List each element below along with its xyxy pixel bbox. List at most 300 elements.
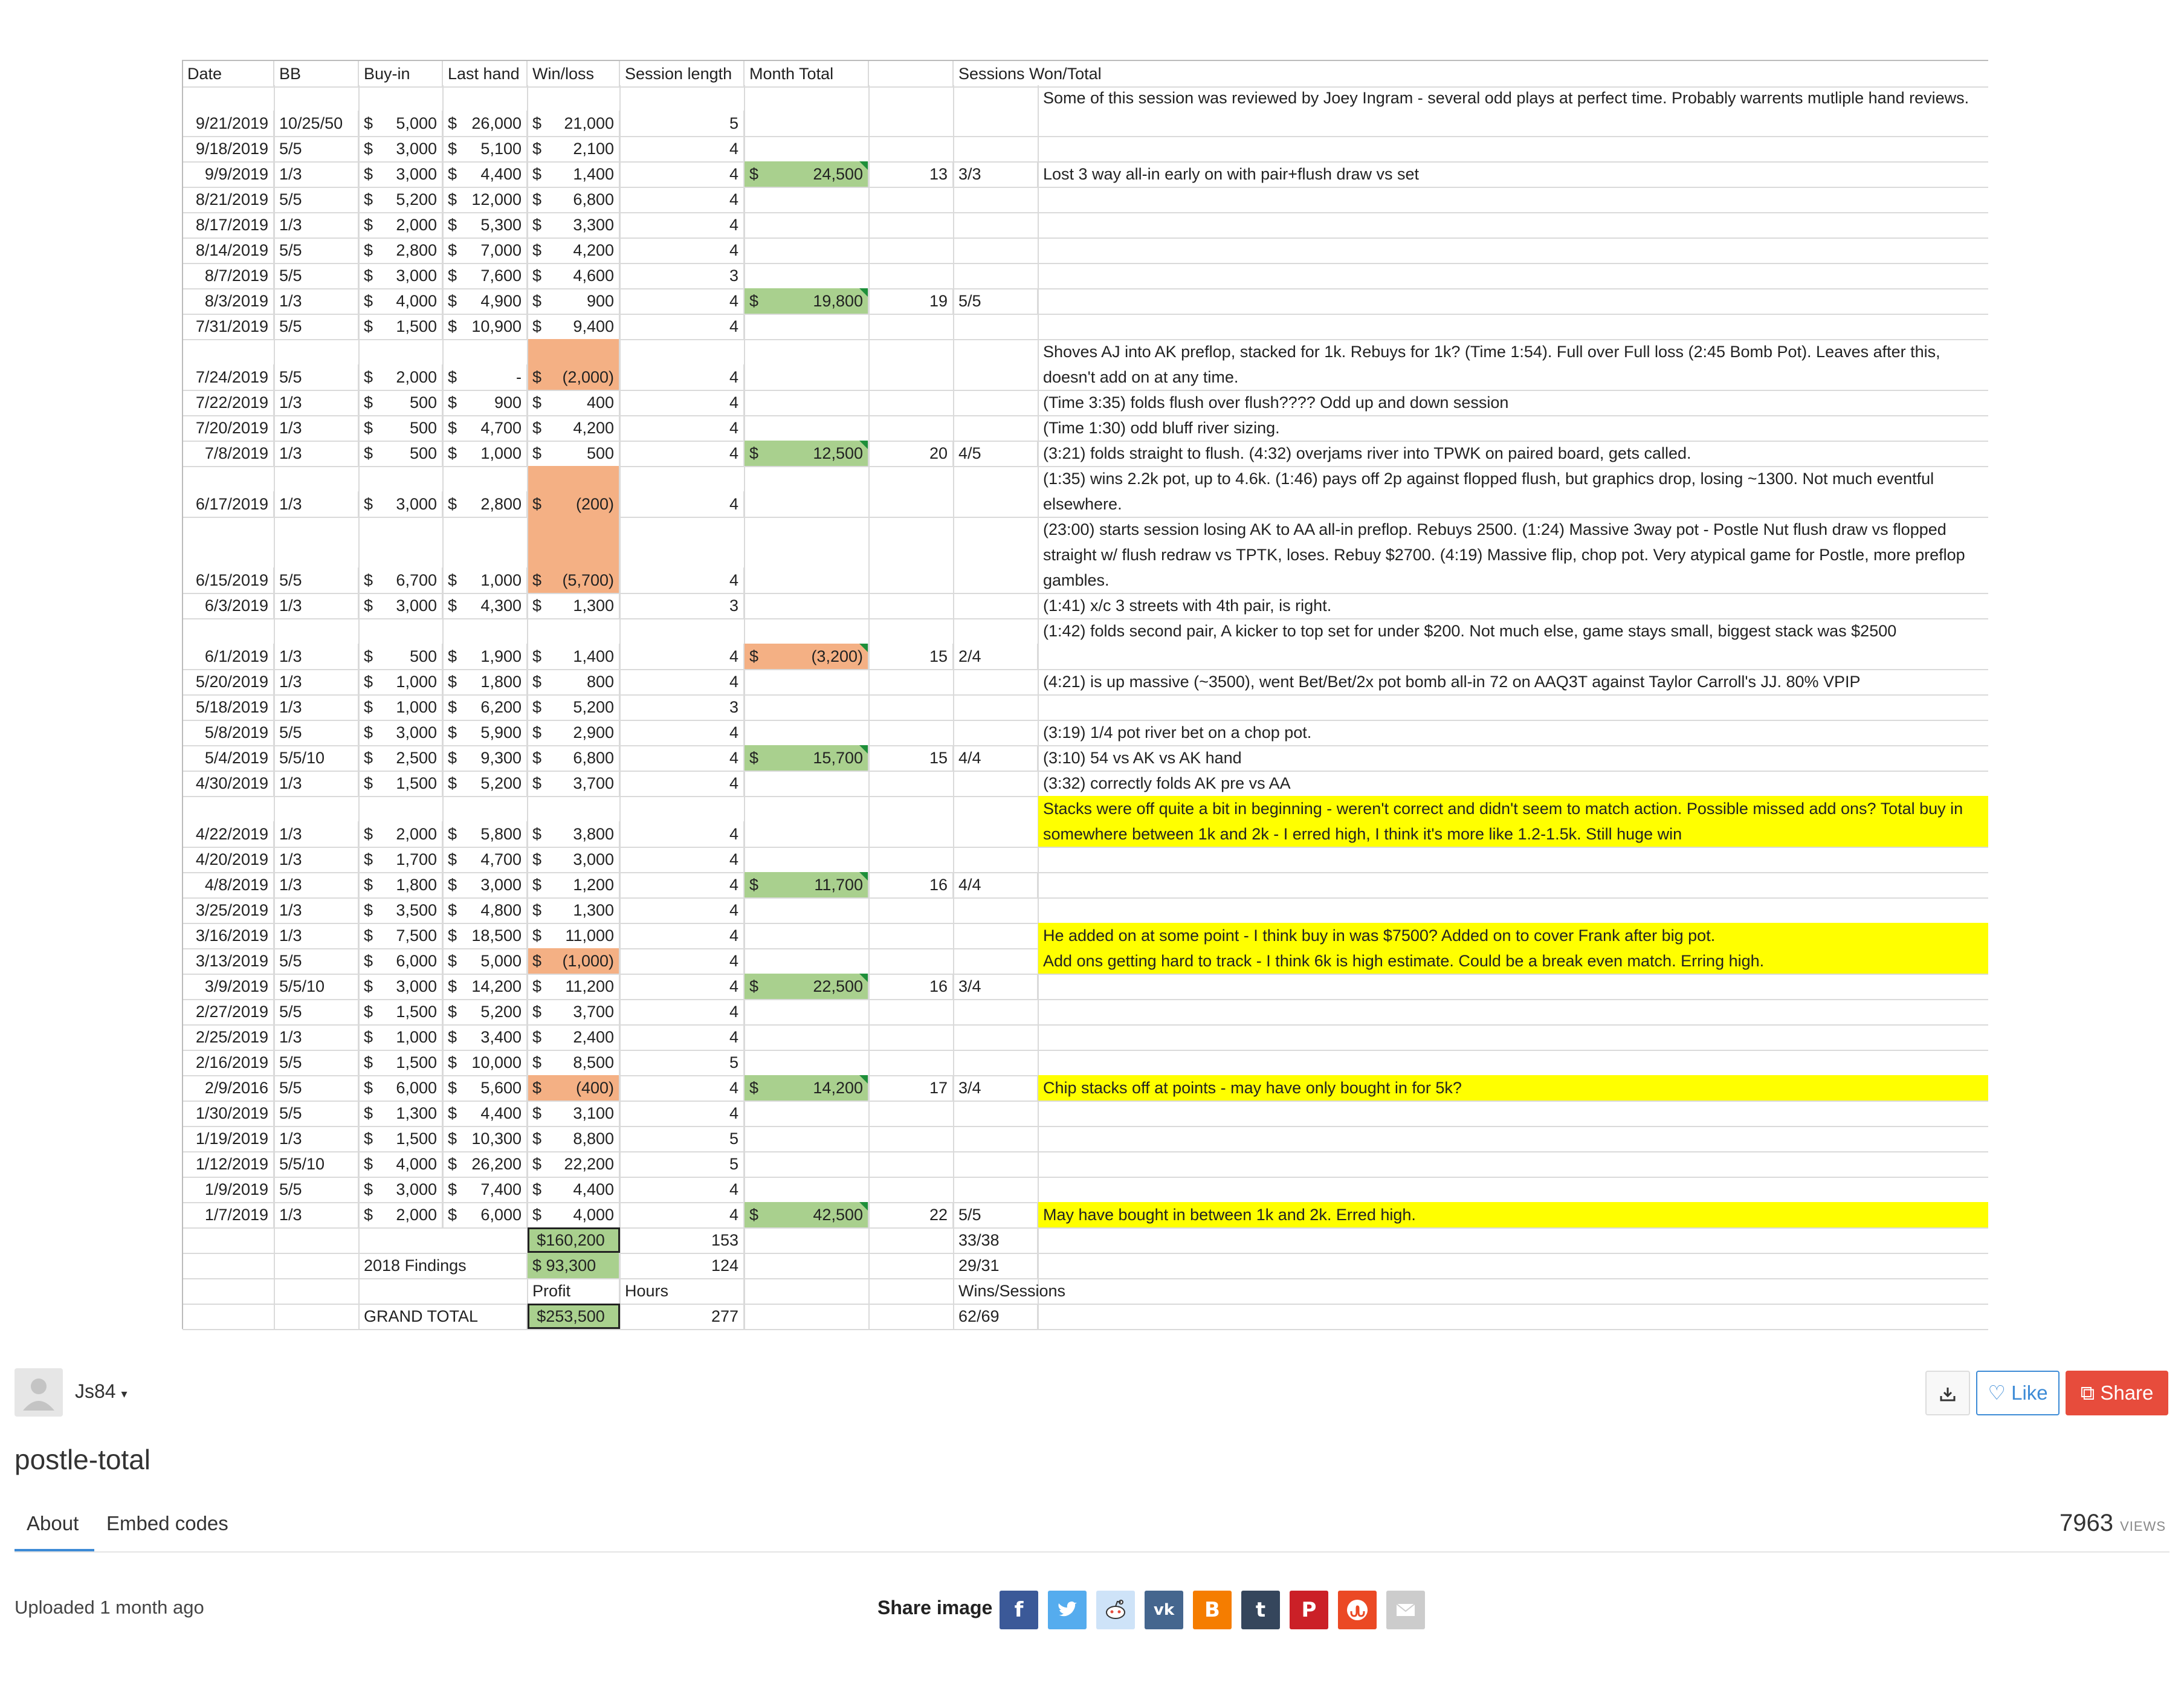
column-divider [527, 517, 528, 593]
currency-symbol: $ [749, 444, 759, 462]
currency-symbol: $ [749, 749, 759, 767]
date-cell: 3/13/2019 [183, 948, 274, 974]
profit-label: Profit [528, 1278, 620, 1304]
reddit-share-button[interactable] [1096, 1591, 1135, 1629]
win-loss-cell-value: 4,200 [573, 241, 614, 259]
month-count-cell: 17 [869, 1075, 954, 1101]
currency-symbol: $ [532, 952, 542, 970]
column-divider [358, 1151, 360, 1177]
column-divider [274, 517, 275, 593]
session-length-cell: 4 [620, 771, 745, 796]
column-divider [527, 1075, 528, 1101]
table-row [183, 1101, 1988, 1127]
bb-cell: 1/3 [274, 771, 359, 796]
column-divider [274, 212, 275, 238]
spreadsheet-image [183, 60, 1988, 1325]
session-length-cell: 4 [620, 1177, 745, 1202]
win-loss-cell-value: 22,200 [564, 1155, 614, 1173]
table-row [183, 85, 1988, 137]
last-hand-cell [443, 974, 528, 999]
currency-symbol: $ [532, 165, 542, 183]
win-loss-cell-value: 800 [586, 673, 614, 691]
column-divider [442, 1202, 444, 1227]
column-divider [1038, 314, 1039, 339]
currency-symbol: $ [532, 901, 542, 919]
note-cell: (1:41) x/c 3 streets with 4th pair, is right. [1043, 596, 1332, 615]
bb-cell: 5/5 [274, 187, 359, 212]
column-divider [744, 339, 745, 390]
buyin-cell-value: 500 [409, 647, 437, 665]
win-loss-cell-value: 4,600 [573, 267, 614, 285]
header-sessions-won: Sessions Won/Total [958, 65, 1102, 83]
win-loss-cell-value: 400 [586, 393, 614, 412]
column-divider [358, 85, 360, 136]
last-hand-cell-value: 7,000 [480, 241, 522, 259]
bb-cell: 1/3 [274, 1126, 359, 1151]
last-hand-cell [443, 567, 528, 593]
column-divider [953, 339, 954, 390]
column-divider [744, 85, 745, 136]
column-divider [953, 314, 954, 339]
month-total-cell [745, 644, 869, 669]
column-divider [442, 415, 444, 441]
column-divider [619, 1126, 621, 1151]
buyin-cell [359, 288, 443, 314]
month-total-cell-value: 24,500 [813, 165, 863, 183]
last-hand-cell-value: 5,000 [480, 952, 522, 970]
facebook-share-button[interactable] [1000, 1591, 1038, 1629]
win-loss-cell [528, 314, 620, 339]
session-length-cell: 4 [620, 847, 745, 872]
avatar[interactable] [15, 1368, 63, 1417]
currency-symbol: $ [532, 393, 542, 412]
column-divider [442, 669, 444, 694]
win-loss-cell-value: 3,700 [573, 1003, 614, 1021]
table-row [183, 339, 1988, 391]
table-row [183, 1075, 1988, 1102]
column-divider [953, 923, 954, 948]
column-divider [274, 339, 275, 390]
column-divider [527, 872, 528, 897]
column-divider [527, 897, 528, 923]
column-divider [744, 1126, 745, 1151]
column-divider [442, 593, 444, 618]
column-divider [868, 85, 870, 136]
facebook-icon: f [1014, 1598, 1024, 1622]
date-cell: 8/3/2019 [183, 288, 274, 314]
buyin-cell-value: 1,500 [396, 1053, 437, 1072]
currency-symbol: $ [532, 114, 542, 132]
column-divider [527, 669, 528, 694]
twitter-icon [1055, 1598, 1079, 1622]
views-counter [2060, 1510, 2166, 1537]
currency-symbol: $ [532, 267, 542, 285]
last-hand-cell [443, 1024, 528, 1050]
bb-cell: 1/3 [274, 1024, 359, 1050]
currency-symbol: $ [532, 444, 542, 462]
currency-symbol: $ [448, 1206, 457, 1224]
column-divider [619, 694, 621, 720]
session-length-cell: 4 [620, 187, 745, 212]
date-cell: 5/8/2019 [183, 720, 274, 745]
share-button[interactable] [2066, 1371, 2168, 1415]
column-divider [274, 948, 275, 974]
column-divider [527, 1024, 528, 1050]
currency-symbol: $ [364, 1003, 373, 1021]
currency-symbol: $ [532, 140, 542, 158]
table-row [183, 466, 1988, 518]
tumblr-share-button[interactable] [1241, 1591, 1280, 1629]
buyin-cell [359, 1202, 443, 1227]
last-hand-cell [443, 491, 528, 517]
column-divider [358, 872, 360, 897]
buyin-cell-value: 3,000 [396, 1180, 437, 1198]
column-divider [868, 771, 870, 796]
column-divider [442, 923, 444, 948]
win-loss-cell [528, 720, 620, 745]
vk-share-button[interactable] [1145, 1591, 1183, 1629]
buyin-cell [359, 1075, 443, 1101]
buyin-cell-value: 500 [409, 444, 437, 462]
session-length-cell: 4 [620, 745, 745, 771]
column-divider [527, 1050, 528, 1075]
session-length-cell: 3 [620, 263, 745, 288]
currency-symbol: $ [532, 977, 542, 995]
currency-symbol: $ [532, 419, 542, 437]
table-row [183, 720, 1988, 746]
column-divider [358, 339, 360, 390]
column-divider [953, 415, 954, 441]
blogger-share-button[interactable] [1193, 1591, 1232, 1629]
win-loss-cell [528, 948, 620, 974]
column-divider [274, 1075, 275, 1101]
currency-symbol: $ [364, 673, 373, 691]
column-divider [527, 720, 528, 745]
column-divider [953, 669, 954, 694]
last-hand-cell-value: 5,800 [480, 825, 522, 843]
column-divider [619, 745, 621, 771]
column-divider [953, 85, 954, 136]
column-divider [868, 187, 870, 212]
column-divider [619, 263, 621, 288]
column-divider [527, 136, 528, 161]
column-divider [619, 669, 621, 694]
column-divider [868, 1050, 870, 1075]
currency-symbol: $ [532, 647, 542, 665]
header-bb: BB [274, 61, 359, 86]
currency-symbol: $ [364, 977, 373, 995]
column-divider [274, 390, 275, 415]
column-divider [619, 1050, 621, 1075]
column-divider [442, 1126, 444, 1151]
session-length-cell: 4 [620, 999, 745, 1024]
column-divider [274, 466, 275, 517]
note-cell: Some of this session was reviewed by Joey Ingram - several odd plays at perfect time. Probably warrents mutliple hand reviews. [1043, 89, 1969, 107]
tab-embed-codes[interactable]: Embed codes [106, 1512, 228, 1534]
last-hand-cell [443, 441, 528, 466]
win-loss-cell-value: 5,200 [573, 698, 614, 716]
column-divider [953, 694, 954, 720]
session-length-cell: 4 [620, 491, 745, 517]
bb-cell: 5/5/10 [274, 745, 359, 771]
month-count-cell: 15 [869, 745, 954, 771]
currency-symbol: $ [532, 850, 542, 868]
comment-marker [859, 745, 868, 754]
win-loss-cell-value: 4,200 [573, 419, 614, 437]
note-cell: (4:21) is up massive (~3500), went Bet/Bet/2x pot bomb all-in 72 on AAQ3T against Taylor Carroll's JJ. 80% VPIP [1043, 673, 1861, 691]
buyin-cell-value: 6,000 [396, 952, 437, 970]
currency-symbol: $ [532, 723, 542, 742]
session-length-cell: 5 [620, 1151, 745, 1177]
tab-about[interactable]: About [27, 1512, 79, 1534]
bb-cell: 1/3 [274, 288, 359, 314]
username-dropdown[interactable] [75, 1380, 128, 1403]
buyin-cell [359, 263, 443, 288]
column-divider [744, 238, 745, 263]
currency-symbol: $ [364, 393, 373, 412]
views-count: 7963 [2059, 1510, 2113, 1536]
buyin-cell [359, 771, 443, 796]
currency-symbol: $ [364, 1180, 373, 1198]
column-divider [358, 974, 360, 999]
currency-symbol: $ [448, 368, 457, 386]
column-divider [274, 745, 275, 771]
column-divider [619, 1024, 621, 1050]
column-divider [744, 1024, 745, 1050]
win-loss-cell [528, 821, 620, 847]
win-loss-cell [528, 974, 620, 999]
win-loss-cell [528, 771, 620, 796]
findings-profit-cell: $ 93,300 [528, 1253, 620, 1278]
currency-symbol: $ [364, 216, 373, 234]
win-loss-cell [528, 1151, 620, 1177]
win-loss-cell [528, 1126, 620, 1151]
column-divider [868, 212, 870, 238]
grand-profit-cell: $253,500 [528, 1304, 620, 1329]
grand-total-label: GRAND TOTAL [359, 1304, 528, 1329]
win-loss-cell [528, 288, 620, 314]
table-row [183, 745, 1988, 772]
last-hand-cell-value: 5,200 [480, 774, 522, 792]
column-divider [868, 466, 870, 517]
last-hand-cell-value: 4,700 [480, 419, 522, 437]
column-divider [442, 238, 444, 263]
buyin-cell-value: 1,500 [396, 774, 437, 792]
column-divider [274, 720, 275, 745]
column-divider [868, 390, 870, 415]
column-divider [619, 1202, 621, 1227]
stumbleupon-share-button[interactable] [1338, 1591, 1377, 1629]
column-divider [1038, 1177, 1039, 1202]
date-cell: 2/25/2019 [183, 1024, 274, 1050]
comment-marker [859, 644, 868, 652]
buyin-cell [359, 1126, 443, 1151]
column-divider [527, 923, 528, 948]
column-divider [274, 1253, 275, 1278]
date-cell: 3/9/2019 [183, 974, 274, 999]
win-loss-cell-value: 11,200 [565, 977, 614, 995]
last-hand-cell [443, 1075, 528, 1101]
buyin-cell-value: 1,000 [396, 1028, 437, 1046]
column-divider [953, 796, 954, 847]
pinterest-share-button[interactable] [1290, 1591, 1328, 1629]
win-loss-cell-value: 4,000 [573, 1206, 614, 1224]
table-row [183, 872, 1988, 899]
buyin-cell-value: 3,000 [396, 723, 437, 742]
download-icon [1939, 1385, 1957, 1403]
column-divider [274, 85, 275, 136]
win-loss-cell-value: 3,800 [573, 825, 614, 843]
win-loss-cell [528, 466, 620, 517]
currency-symbol: $ [532, 317, 542, 335]
column-divider [953, 593, 954, 618]
last-hand-cell [443, 212, 528, 238]
column-divider [274, 923, 275, 948]
last-hand-cell [443, 1050, 528, 1075]
sessions-won-cell: 2/4 [954, 644, 1038, 669]
column-divider [619, 847, 621, 872]
column-divider [527, 263, 528, 288]
username: Js84 [75, 1380, 116, 1402]
sheet-header-row [183, 60, 1988, 88]
column-divider [619, 390, 621, 415]
column-divider [274, 1278, 275, 1304]
twitter-share-button[interactable] [1048, 1591, 1087, 1629]
currency-symbol: $ [448, 571, 457, 589]
win-loss-cell [528, 238, 620, 263]
bb-cell: 1/3 [274, 847, 359, 872]
column-divider [274, 288, 275, 314]
column-divider [744, 720, 745, 745]
column-divider [274, 593, 275, 618]
column-divider [953, 847, 954, 872]
last-hand-cell [443, 288, 528, 314]
column-divider [442, 517, 444, 593]
email-share-button[interactable] [1386, 1591, 1425, 1629]
bb-cell: 5/5/10 [274, 1151, 359, 1177]
note-cell: He added on at some point - I think buy in was $7500? Added on to cover Frank after big pot. [1038, 923, 1988, 948]
column-divider [527, 415, 528, 441]
currency-symbol: $ [448, 190, 457, 208]
table-row [183, 796, 1988, 848]
column-divider [527, 948, 528, 974]
table-row [183, 974, 1988, 1000]
note-cell: (3:21) folds straight to flush. (4:32) overjams river into TPWK on paired board, gets called. [1043, 444, 1691, 462]
column-divider [868, 1177, 870, 1202]
buyin-cell [359, 136, 443, 161]
column-divider [619, 441, 621, 466]
column-divider [527, 441, 528, 466]
last-hand-cell-value: 4,300 [480, 596, 522, 615]
win-loss-cell [528, 415, 620, 441]
column-divider [744, 1151, 745, 1177]
column-divider [744, 517, 745, 593]
buyin-cell [359, 847, 443, 872]
column-divider [442, 212, 444, 238]
buyin-cell [359, 1151, 443, 1177]
win-loss-cell [528, 923, 620, 948]
buyin-cell [359, 161, 443, 187]
column-divider [358, 1050, 360, 1075]
column-divider [953, 1177, 954, 1202]
column-divider [953, 1024, 954, 1050]
column-divider [619, 1101, 621, 1126]
session-length-cell: 4 [620, 948, 745, 974]
session-length-cell: 4 [620, 238, 745, 263]
currency-symbol: $ [448, 825, 457, 843]
column-divider [442, 187, 444, 212]
last-hand-cell-value: 3,400 [480, 1028, 522, 1046]
column-divider [274, 1177, 275, 1202]
column-divider [744, 796, 745, 847]
column-divider [274, 872, 275, 897]
currency-symbol: $ [364, 698, 373, 716]
column-divider [442, 314, 444, 339]
last-hand-cell [443, 669, 528, 694]
month-total-cell-value: 14,200 [813, 1079, 863, 1097]
last-hand-cell [443, 1177, 528, 1202]
last-hand-cell-value: 5,300 [480, 216, 522, 234]
column-divider [274, 1126, 275, 1151]
sessions-won-cell: 3/4 [954, 1075, 1038, 1101]
currency-symbol: $ [364, 876, 373, 894]
pinterest-icon: P [1301, 1598, 1317, 1622]
last-hand-cell [443, 948, 528, 974]
note-cell: (3:32) correctly folds AK pre vs AA [1043, 774, 1291, 792]
column-divider [1038, 1151, 1039, 1177]
column-divider [744, 1101, 745, 1126]
win-loss-cell [528, 593, 620, 618]
table-row [183, 314, 1988, 340]
download-button[interactable] [1925, 1371, 1970, 1415]
currency-symbol: $ [364, 1028, 373, 1046]
column-divider [953, 720, 954, 745]
last-hand-cell-value: 10,000 [471, 1053, 522, 1072]
like-button[interactable] [1976, 1371, 2060, 1415]
buyin-cell-value: 2,000 [396, 825, 437, 843]
session-length-cell: 4 [620, 974, 745, 999]
currency-symbol: $ [532, 926, 542, 945]
bb-cell: 10/25/50 [274, 111, 359, 136]
column-divider [358, 441, 360, 466]
column-divider [274, 847, 275, 872]
month-total-cell [745, 161, 869, 187]
column-divider [274, 974, 275, 999]
column-divider [868, 669, 870, 694]
bb-cell: 5/5 [274, 999, 359, 1024]
note-cell: (1:35) wins 2.2k pot, up to 4.6k. (1:46) pays off 2p against flopped flush, but graphics drop, losing ~1300. Not much eventful elsewhere. [1043, 470, 1934, 513]
currency-symbol: $ [532, 1104, 542, 1122]
currency-symbol: $ [448, 241, 457, 259]
date-cell: 5/20/2019 [183, 669, 274, 694]
totals-row [183, 1253, 1988, 1279]
column-divider [619, 872, 621, 897]
column-divider [442, 1050, 444, 1075]
buyin-cell [359, 111, 443, 136]
session-length-cell: 4 [620, 1101, 745, 1126]
sessions-won-cell: 3/4 [954, 974, 1038, 999]
column-divider [744, 136, 745, 161]
column-divider [274, 1050, 275, 1075]
grand-hours-cell: 277 [620, 1304, 745, 1329]
win-loss-cell-value: 6,800 [573, 749, 614, 767]
upload-time: Uploaded 1 month ago [15, 1597, 204, 1618]
currency-symbol: $ [364, 952, 373, 970]
date-cell: 1/12/2019 [183, 1151, 274, 1177]
currency-symbol: $ [448, 114, 457, 132]
currency-symbol: $ [364, 419, 373, 437]
column-divider [358, 136, 360, 161]
